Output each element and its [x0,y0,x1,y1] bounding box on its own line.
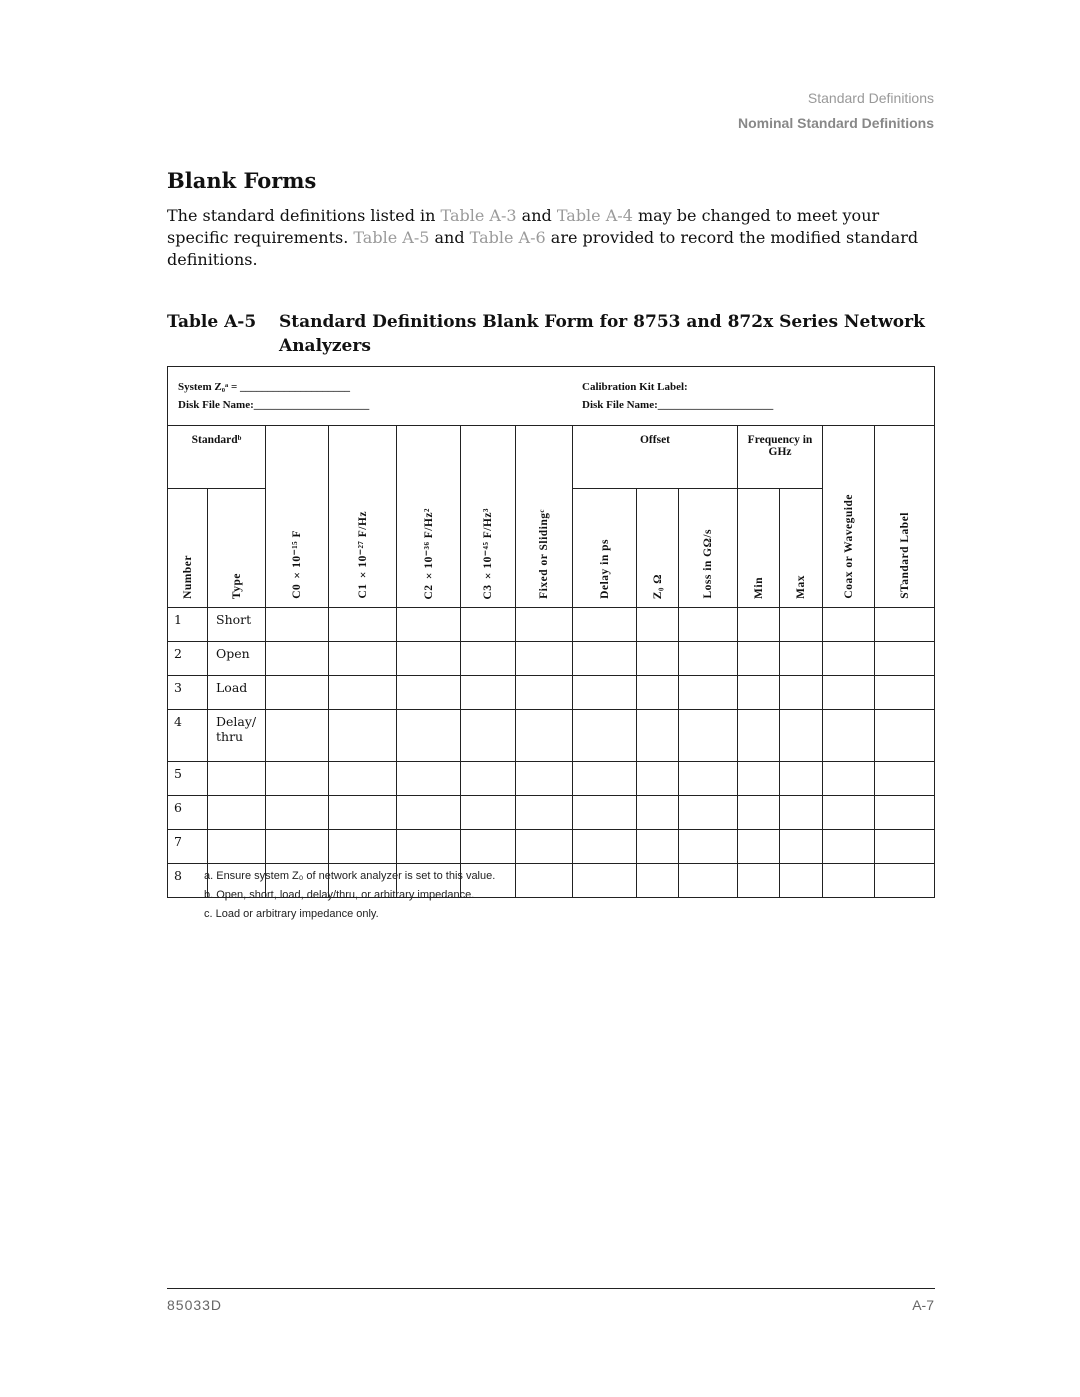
label-label: STandard Label [898,512,911,599]
blank-cell[interactable] [461,642,516,676]
blank-cell[interactable] [875,762,935,796]
footnotes [204,867,495,924]
c2-header [397,426,461,608]
blank-cell[interactable] [679,864,738,898]
blank-cell[interactable] [875,830,935,864]
coax-waveguide-header [823,426,875,608]
table-row [168,642,935,676]
blank-cell[interactable] [637,676,679,710]
blank-cell[interactable] [397,710,461,762]
standard-header: Standardᵇ [168,426,266,489]
blank-cell[interactable] [573,864,637,898]
row-type: Short [208,608,266,642]
text: may be changed to meet your specific requirements. [167,206,880,247]
blank-cell[interactable] [637,796,679,830]
number-header [168,489,208,608]
row-type: Open [208,642,266,676]
blank-cell[interactable] [780,608,823,642]
table-caption [167,310,937,358]
blank-cell[interactable] [573,642,637,676]
blank-cell[interactable] [637,864,679,898]
blank-cell[interactable] [823,762,875,796]
blank-cell[interactable] [329,710,397,762]
c1-header [329,426,397,608]
z0-header [637,489,679,608]
table-row [168,796,935,830]
blank-cell[interactable] [266,796,329,830]
table-row [168,762,935,796]
link-table-a4[interactable]: Table A-4 [556,206,633,225]
blank-cell[interactable] [780,676,823,710]
blank-cell[interactable] [573,830,637,864]
cal-kit-label-field[interactable]: Calibration Kit Label: [582,381,688,393]
blank-cell[interactable] [266,676,329,710]
table-row [168,710,935,762]
frequency-header: Frequency in GHz [738,426,823,489]
blank-cell[interactable] [397,762,461,796]
blank-cell[interactable] [573,796,637,830]
form-info [168,367,935,426]
section-title: Blank Forms [167,168,317,193]
row-type: Delay/ thru [208,710,266,762]
link-table-a3[interactable]: Table A-3 [440,206,517,225]
blank-cell[interactable] [397,796,461,830]
blank-cell[interactable] [875,796,935,830]
offset-header: Offset [573,426,738,489]
text: are provided to record the modified standard definitions. [167,228,919,269]
type-header [208,489,266,608]
running-header-section: Standard Definitions [807,90,934,106]
blank-cell[interactable] [397,676,461,710]
table-row [168,676,935,710]
blank-cell[interactable] [875,642,935,676]
standard-label-header [875,426,935,608]
blank-cell[interactable] [516,796,573,830]
blank-cell[interactable] [266,608,329,642]
row-number: 5 [168,762,208,796]
blank-cell[interactable] [461,830,516,864]
blank-cell[interactable] [516,864,573,898]
blank-cell[interactable] [780,830,823,864]
blank-cell[interactable] [516,830,573,864]
text: and [429,228,470,247]
min-header [738,489,780,608]
blank-cell[interactable] [573,608,637,642]
min-label: Min [752,577,765,599]
row-number: 8 [168,864,208,898]
table-number: Table A-5 [167,312,257,332]
blank-cell[interactable] [461,608,516,642]
footer-page-number: A-7 [912,1297,934,1313]
blank-cell[interactable] [516,762,573,796]
blank-cell[interactable] [461,710,516,762]
blank-cell[interactable] [875,676,935,710]
row-number: 2 [168,642,208,676]
blank-cell[interactable] [516,642,573,676]
max-header [780,489,823,608]
link-table-a5[interactable]: Table A-5 [353,228,430,247]
blank-cell[interactable] [329,762,397,796]
fixed-label: Fixed or Slidingᶜ [538,509,550,599]
blank-cell[interactable] [780,642,823,676]
blank-cell[interactable] [516,676,573,710]
row-number: 6 [168,796,208,830]
loss-label: Loss in GΩ/s [702,529,714,599]
blank-cell[interactable] [397,642,461,676]
blank-cell[interactable] [573,762,637,796]
blank-cell[interactable] [780,796,823,830]
coax-label: Coax or Waveguide [842,494,855,599]
blank-cell[interactable] [823,830,875,864]
c0-label: C0 ×10⁻¹⁵ F [291,530,303,599]
blank-cell[interactable] [738,796,780,830]
blank-cell[interactable] [875,608,935,642]
blank-cell[interactable] [461,676,516,710]
row-number: 1 [168,608,208,642]
blank-cell[interactable] [738,864,780,898]
row-number: 3 [168,676,208,710]
table-title: Standard Definitions Blank Form for 8753 and 872x Series Network Analyzers [279,312,925,356]
blank-cell[interactable] [461,796,516,830]
blank-cell[interactable] [329,642,397,676]
footnote-a: a. Ensure system Z₀ of network analyzer is set to this value. [204,870,496,882]
blank-cell[interactable] [738,642,780,676]
system-z0-field[interactable]: System Z₀ᵃ = ____________________ [178,381,350,393]
blank-cell[interactable] [738,608,780,642]
blank-cell[interactable] [875,710,935,762]
row-number: 7 [168,830,208,864]
blank-cell[interactable] [329,796,397,830]
blank-cell[interactable] [266,710,329,762]
blank-cell[interactable] [397,830,461,864]
blank-cell[interactable] [397,608,461,642]
row-type [208,830,266,864]
link-table-a6[interactable]: Table A-6 [469,228,546,247]
blank-cell[interactable] [461,762,516,796]
blank-cell[interactable] [679,642,738,676]
blank-cell[interactable] [823,676,875,710]
blank-cell[interactable] [266,762,329,796]
table-row [168,608,935,642]
blank-cell[interactable] [679,710,738,762]
blank-cell[interactable] [679,830,738,864]
blank-cell[interactable] [573,710,637,762]
blank-cell[interactable] [637,710,679,762]
blank-cell[interactable] [679,676,738,710]
blank-cell[interactable] [738,830,780,864]
fixed-sliding-header [516,426,573,608]
blank-cell[interactable] [637,762,679,796]
disk-file-name-right[interactable]: Disk File Name:_____________________ [582,399,774,411]
blank-cell[interactable] [266,830,329,864]
c0-header [266,426,329,608]
c3-label: C3 ×10⁻⁴⁵ F/Hz³ [482,507,494,599]
row-number: 4 [168,710,208,762]
max-label: Max [795,575,807,599]
text: The standard definitions listed in [167,206,441,225]
standard-definitions-form [167,366,935,898]
c3-header [461,426,516,608]
text: and [516,206,557,225]
blank-cell[interactable] [329,676,397,710]
footnote-b: b. Open, short, load, delay/thru, or arbitrary impedance. [204,889,475,901]
footnote-c: c. Load or arbitrary impedance only. [204,908,379,920]
blank-cell[interactable] [637,608,679,642]
blank-cell[interactable] [780,762,823,796]
delay-header [573,489,637,608]
blank-cell[interactable] [738,676,780,710]
blank-cell[interactable] [738,762,780,796]
disk-file-name-left[interactable]: Disk File Name:_____________________ [178,399,370,411]
footer-rule [167,1288,935,1289]
footer-model: 85033D [167,1297,223,1313]
running-header-subsection: Nominal Standard Definitions [737,115,934,131]
blank-cell[interactable] [516,608,573,642]
blank-cell[interactable] [637,830,679,864]
blank-cell[interactable] [823,796,875,830]
blank-cell[interactable] [780,864,823,898]
blank-cell[interactable] [738,710,780,762]
blank-cell[interactable] [329,608,397,642]
blank-cell[interactable] [823,608,875,642]
table-row [168,830,935,864]
row-type [208,762,266,796]
number-label: Number [181,555,194,599]
c1-label: C1 ×10⁻²⁷ F/Hz [356,511,369,599]
row-type: Load [208,676,266,710]
blank-cell[interactable] [875,864,935,898]
blank-cell[interactable] [516,710,573,762]
c2-label: C2 ×10⁻³⁶ F/Hz² [422,507,435,599]
blank-cell[interactable] [823,642,875,676]
blank-cell[interactable] [573,676,637,710]
type-label: Type [230,572,243,599]
intro-paragraph [167,205,937,271]
blank-cell[interactable] [266,642,329,676]
blank-cell[interactable] [823,710,875,762]
z0-label: Z₀ Ω [651,573,664,599]
row-type [208,796,266,830]
blank-cell[interactable] [679,762,738,796]
blank-cell[interactable] [823,864,875,898]
blank-cell[interactable] [780,710,823,762]
blank-cell[interactable] [329,830,397,864]
delay-label: Delay in ps [598,539,611,599]
blank-cell[interactable] [679,796,738,830]
loss-header [679,489,738,608]
blank-cell[interactable] [679,608,738,642]
blank-cell[interactable] [637,642,679,676]
